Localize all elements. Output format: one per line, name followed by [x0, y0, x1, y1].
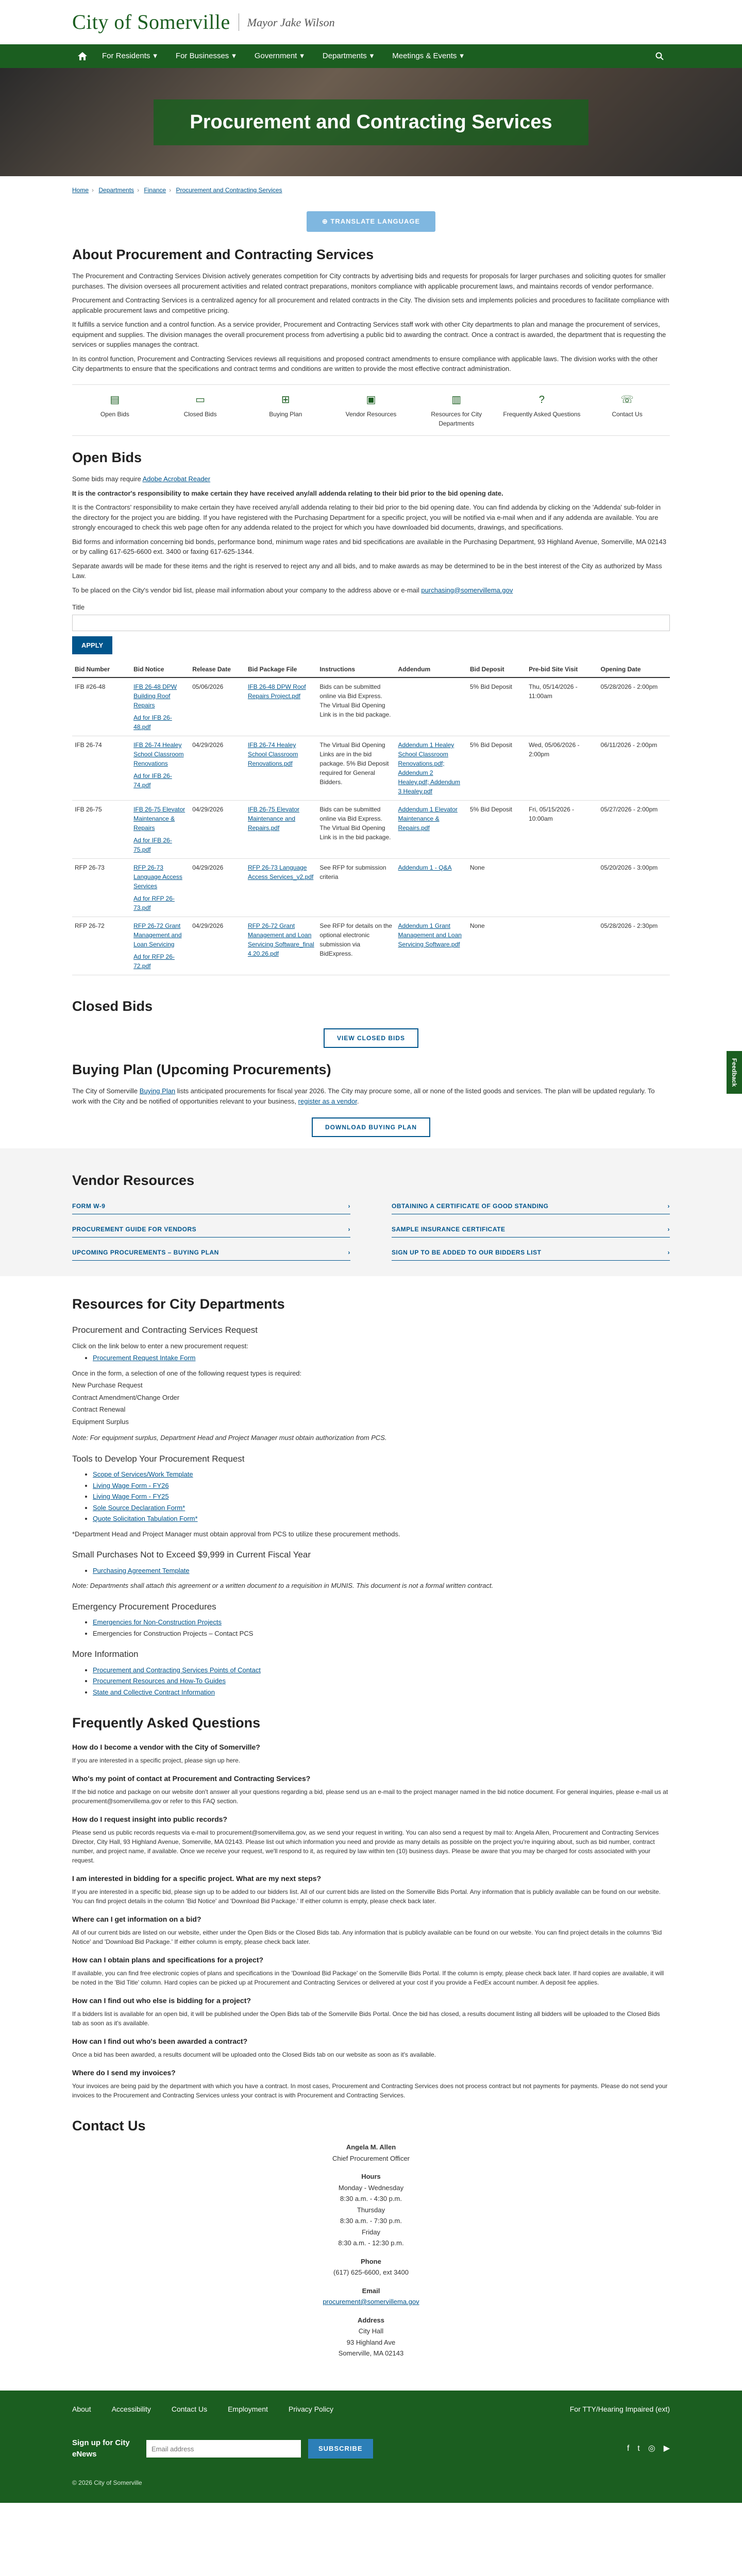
vendor-link-w9[interactable]: FORM W-9 › — [72, 1198, 350, 1214]
bid-number — [72, 736, 131, 801]
surplus-note: Note: For equipment surplus, Department Head and Project Manager must obtain authorization from PCS. — [72, 1434, 387, 1442]
bid-number — [72, 859, 131, 917]
buying-plan-heading: Buying Plan (Upcoming Procurements) — [72, 1061, 331, 1077]
city-dept-heading: Resources for City Departments — [72, 1296, 285, 1312]
instructions-text: See RFP for details on the optional electronic submission via BidExpress. — [319, 922, 392, 957]
column-header[interactable]: Release Date — [190, 662, 245, 677]
request-type: Contract Amendment/Change Order — [72, 1393, 180, 1401]
breadcrumb-departments[interactable]: Departments — [98, 187, 134, 194]
bid-ad-link[interactable]: Ad for IFB 26-74.pdf — [133, 772, 172, 789]
about-heading: About Procurement and Contracting Services — [72, 246, 374, 262]
bid-ad-link[interactable]: Ad for IFB 26-48.pdf — [133, 714, 172, 731]
bid-notice-link[interactable]: IFB 26-75 Elevator Maintenance & Repairs — [133, 806, 185, 832]
awards-paragraph: Separate awards will be made for these items and the right is reserved to reject any and all bids, and to make awards as may be determined to be in the best interest of the City as authorized by Mass Law. — [72, 562, 662, 580]
email-label: Email — [362, 2286, 380, 2295]
download-buying-plan-button[interactable]: DOWNLOAD BUYING PLAN — [312, 1117, 430, 1137]
addendum — [396, 917, 467, 975]
opening-date-text: 06/11/2026 - 2:00pm — [600, 741, 657, 749]
instructions — [317, 801, 395, 859]
globe-icon: ⊕ — [322, 217, 331, 225]
site-visit-text: Wed, 05/06/2026 - 2:00pm — [529, 741, 580, 758]
briefcase-icon: ▣ — [366, 394, 376, 405]
table-row — [72, 917, 670, 975]
instructions — [317, 917, 395, 975]
tool-link[interactable]: Sole Source Declaration Form* — [93, 1503, 185, 1512]
quicknav-contact[interactable]: ☏ Contact Us — [584, 392, 670, 428]
bid-deposit — [467, 677, 526, 736]
faq-question[interactable]: Where do I send my invoices? — [72, 2068, 176, 2077]
bid-deposit — [467, 859, 526, 917]
closed-bids-heading: Closed Bids — [72, 998, 153, 1014]
site-visit — [526, 677, 598, 736]
bid-deposit-text: 5% Bid Deposit — [469, 806, 513, 813]
about-paragraph: The Procurement and Contracting Services Division actively generates competition for City contracts by advertising bids and requests for proposals for larger purchases and soliciting quotes for smaller purchases. The division oversees all procurement activities and related contract preparations, monitors compliance with applicable procurement laws, and maintains records of vendor performance. — [72, 272, 666, 290]
view-closed-bids-button[interactable]: VIEW CLOSED BIDS — [324, 1028, 418, 1048]
bid-package-file — [245, 917, 317, 975]
release-date-text: 04/29/2026 — [192, 922, 224, 929]
bid-notice — [131, 677, 190, 736]
request-types-intro: Once in the form, a selection of one of the following request types is required: — [72, 1369, 302, 1377]
address-line: 93 Highland Ave — [346, 2338, 396, 2346]
release-date — [190, 859, 245, 917]
quicknav-open-bids[interactable]: ▤ Open Bids — [72, 392, 158, 428]
release-date-text: 04/29/2026 — [192, 864, 224, 871]
opening-date-text: 05/20/2026 - 3:00pm — [600, 864, 658, 871]
address-line: Somerville, MA 02143 — [338, 2349, 404, 2357]
release-date — [190, 736, 245, 801]
hours-label: Hours — [361, 2173, 381, 2180]
phone-label: Phone — [361, 2257, 381, 2265]
release-date — [190, 677, 245, 736]
bid-number-text: IFB 26-74 — [75, 741, 102, 749]
site-visit-text: Thu, 05/14/2026 - 11:00am — [529, 683, 578, 700]
bid-notice-link[interactable]: IFB 26-74 Healey School Classroom Renovations — [133, 741, 184, 767]
bid-package-file-link[interactable]: IFB 26-74 Healey School Classroom Renovations.pdf — [247, 741, 298, 767]
chevron-down-icon: ▾ — [300, 51, 304, 60]
table-row — [72, 677, 670, 736]
bid-package-file — [245, 736, 317, 801]
instructions — [317, 859, 395, 917]
about-paragraph: In its control function, Procurement and Contracting Services reviews all requisitions and proposed contract amendments to ensure compliance with applicable laws. The division works with the other City departments to ensure that the specifications and contract terms and conditions are written to provide the most effective contract administration. — [72, 354, 658, 372]
tools-note: *Department Head and Project Manager must obtain approval from PCS to utilize these procurement methods. — [72, 1530, 400, 1538]
addendum — [396, 736, 467, 801]
faq-answer: Please send us public records requests via e-mail to procurement@somervillema.gov, as we send your request in writing. You can also send a request by mail to: Angela Allen, Procurement and Contracting Services Director, City Hall, 93 Highland Avenue, Somerville, MA 02143. Please list out which information you need and provide as many details as possible on the project you're inquiring about, such as bid number, contract number, and project name, if available. Once we receive your request, we'll respond to it, as required by law within ten (10) business days. Please be aware that you may be charged for costs associated with your request. — [72, 1828, 659, 1864]
quicknav-city-departments[interactable]: ▥ Resources for City Departments — [414, 392, 499, 428]
column-header: Instructions — [317, 662, 395, 677]
column-header: Pre-bid Site Visit — [526, 662, 598, 677]
faq-answer: If the bid notice and package on our website don't answer all your questions regarding a bid, please send us an e-mail to the project manager named in the bid notice document. For general inquiries, please e-mail us at procurement@somervillema.gov or refer to this FAQ section. — [72, 1788, 668, 1805]
subscribe-button[interactable]: SUBSCRIBE — [308, 2439, 373, 2459]
small-purchases-note: Note: Departments shall attach this agreement or a written document to a requisition in MUNIS. This document is not a formal written contract. — [72, 1582, 494, 1589]
request-type: Contract Renewal — [72, 1405, 126, 1413]
breadcrumb-home[interactable]: Home — [72, 187, 89, 194]
tool-link[interactable]: Living Wage Form - FY25 — [93, 1493, 169, 1500]
bid-number-text: RFP 26-73 — [75, 864, 105, 871]
release-date — [190, 801, 245, 859]
hours-line: Monday - Wednesday — [338, 2183, 404, 2192]
addendum-link[interactable]: Addendum 1 Healey School Classroom Renovations.pdf; Addendum 2 Healey.pdf; Addendum 3 Healey.pdf — [398, 741, 461, 795]
vendor-resources-heading: Vendor Resources — [72, 1173, 195, 1188]
site-footer — [0, 2391, 742, 2503]
faq-answer: Your invoices are being paid by the department with which you have a contract. In most cases, Procurement and Contracting Services does not process contract but not payments for payments. Please do not send your invoices to the Procurement and Contracting Services unless your contract is with Procurement and Contracting Services. — [72, 2082, 668, 2099]
vendor-resources-section — [0, 1148, 742, 1276]
bid-notice-link[interactable]: IFB 26-48 DPW Building Roof Repairs — [133, 683, 177, 709]
footer-tty[interactable]: For TTY/Hearing Impaired (ext) — [569, 2404, 670, 2413]
site-visit — [526, 736, 598, 801]
home-icon[interactable] — [72, 44, 93, 68]
instructions — [317, 736, 395, 801]
release-date-text: 05/06/2026 — [192, 683, 224, 690]
emergency-item: • Emergencies for Construction Projects – Contact PCS — [93, 1629, 670, 1639]
bid-ad-link[interactable]: Ad for RFP 26-73.pdf — [133, 895, 175, 911]
acrobat-note: Some bids may require Adobe Acrobat Reader — [72, 475, 211, 483]
tool-link[interactable]: Quote Solicitation Tabulation Form* — [93, 1515, 198, 1522]
bid-package-file-link[interactable]: RFP 26-73 Language Access Services_v2.pdf — [247, 864, 314, 880]
intake-form-link[interactable]: Procurement Request Intake Form — [93, 1354, 196, 1362]
instructions-text: Bids can be submitted online via Bid Express. The Virtual Bid Opening Link is in the bid package. — [319, 683, 391, 718]
opening-date — [598, 859, 670, 917]
bid-package-file — [245, 677, 317, 736]
chevron-down-icon: ▾ — [153, 51, 157, 60]
buying-plan-paragraph: The City of Somerville Buying Plan lists anticipated procurements for fiscal year 2026. The City may procure some, all or none of the listed goods and services. The plan will be updated regularly. To work with the City and be notified of opportunities relevant to your business, register as a vendor. — [72, 1087, 655, 1105]
more-info-link[interactable]: Procurement and Contracting Services Points of Contact — [93, 1666, 261, 1674]
column-header[interactable]: Bid Number — [72, 662, 131, 677]
building-icon: ▥ — [451, 394, 462, 405]
more-info-link[interactable]: Procurement Resources and How-To Guides — [93, 1677, 226, 1685]
mayor-name: Mayor Jake Wilson — [247, 15, 335, 29]
search-icon[interactable] — [649, 52, 670, 60]
bid-deposit — [467, 736, 526, 801]
instructions-text: The Virtual Bid Opening Links are in the bid package. 5% Bid Deposit required for General Bidders. — [319, 741, 389, 786]
bid-number — [72, 801, 131, 859]
quick-nav — [72, 384, 670, 436]
nav-for-residents[interactable]: For Residents ▾ — [93, 44, 166, 68]
bid-package-file-link[interactable]: IFB 26-48 DPW Roof Repairs Project.pdf — [247, 683, 306, 700]
bid-notice-link[interactable]: RFP 26-73 Language Access Services — [133, 864, 182, 890]
question-icon: ? — [538, 394, 545, 405]
tool-link[interactable]: Living Wage Form - FY26 — [93, 1481, 169, 1489]
twitter-icon[interactable]: t — [637, 2444, 640, 2453]
faq-question[interactable]: Where can I get information on a bid? — [72, 1914, 201, 1923]
contact-name: Angela M. Allen — [346, 2143, 396, 2151]
opening-date — [598, 677, 670, 736]
emergency-link[interactable]: Emergencies for Non-Construction Projects — [93, 1618, 222, 1626]
bid-notice-link[interactable]: RFP 26-72 Grant Management and Loan Servicing — [133, 922, 182, 948]
contact-heading: Contact Us — [72, 2117, 146, 2133]
hours-line: Thursday — [357, 2206, 385, 2214]
about-paragraph: It fulfills a service function and a control function. As a service provider, Procurement and Contracting Services staff work with other City departments to plan and manage the procurement of services, equipment and supplies. The division manages the overall procurement process from advertising a public bid to awarding the contract. Once a contract is awarded, the department that is requesting the services or supplies manages the contract. — [72, 320, 666, 348]
faq-question[interactable]: How do I request insight into public records? — [72, 1815, 228, 1823]
vendor-link-bidders-list[interactable]: SIGN UP TO BE ADDED TO OUR BIDDERS LIST › — [392, 1245, 670, 1261]
about-paragraph: Procurement and Contracting Services is a centralized agency for all procurement and related contracts in the City. The division sets and implements policies and procedures to facilitate compliance with applicable procurement laws and competitive pricing. — [72, 296, 669, 314]
instructions-text: Bids can be submitted online via Bid Express. The Virtual Bid Opening Link is in the bid package. — [319, 806, 391, 841]
addendum-link[interactable]: Addendum 1 Grant Management and Loan Servicing Software.pdf — [398, 922, 462, 948]
title-filter-input[interactable] — [72, 615, 670, 631]
bid-deposit-text: 5% Bid Deposit — [469, 741, 513, 749]
addenda-warning: It is the contractor's responsibility to make certain they have received any/all addenda relating to their bid prior to the bid opening date. — [72, 489, 503, 497]
address-label: Address — [357, 2316, 385, 2324]
footer-link-accessibility[interactable]: Accessibility — [111, 2404, 151, 2413]
arrow-right-icon: › — [348, 1248, 350, 1256]
nav-for-businesses[interactable]: For Businesses ▾ — [166, 44, 245, 68]
table-row — [72, 859, 670, 917]
footer-link-about[interactable]: About — [72, 2404, 91, 2413]
addenda-paragraph: It is the Contractors' responsibility to make certain they have received any/all addenda relating to their bid prior to the bid opening date. You can find addenda by clicking on the 'Addenda' sub-folder in the directory for the project you are bidding. If you have registered with the Purchasing Department for a specific project, you will be notified via e-mail when and if any addenda are available. You are strongly encouraged to check this web page often for any addenda related to the project for which you have downloaded bid documents, drawings, and specifications. — [72, 503, 661, 531]
quicknav-closed-bids[interactable]: ▭ Closed Bids — [158, 392, 243, 428]
bid-number-text: IFB #26-48 — [75, 683, 106, 690]
opening-date — [598, 917, 670, 975]
faq-answer: If you are interested in a specific bid, please sign up to be added to our bidders list. All of our current bids are listed on the Somerville Bids Portal. Any information that is publicly available can be found on our website. You can find project details in the column 'Bid Notice' and 'Download Bid Package.' If either column is empty, please check back later. — [72, 1888, 661, 1905]
quicknav-buying-plan[interactable]: ⊞ Buying Plan — [243, 392, 328, 428]
faq-question[interactable]: Who's my point of contact at Procurement and Contracting Services? — [72, 1774, 311, 1783]
site-header — [72, 0, 670, 44]
bid-notice — [131, 801, 190, 859]
bid-deposit — [467, 917, 526, 975]
table-row — [72, 801, 670, 859]
bid-forms-paragraph: Bid forms and information concerning bid bonds, performance bond, minimum wage rates and bid specifications are available in the Purchasing Department, 93 Highland Avenue, Somerville, MA 02143 or by calling 617-625-6600 ext. 3400 or faxing 617-625-1344. — [72, 537, 667, 555]
bid-package-file — [245, 859, 317, 917]
release-date — [190, 917, 245, 975]
opening-date — [598, 736, 670, 801]
chevron-down-icon: ▾ — [232, 51, 236, 60]
feedback-tab[interactable]: Feedback — [727, 1051, 742, 1094]
nav-meetings-events[interactable]: Meetings & Events ▾ — [383, 44, 473, 68]
bid-number — [72, 677, 131, 736]
bid-notice — [131, 859, 190, 917]
cart-icon: ⊞ — [281, 394, 290, 405]
instructions-text: See RFP for submission criteria — [319, 864, 386, 880]
site-visit-text: Fri, 05/15/2026 - 10:00am — [529, 806, 575, 822]
register-vendor-link[interactable]: register as a vendor — [298, 1097, 357, 1105]
site-visit — [526, 801, 598, 859]
addendum-link[interactable]: Addendum 1 - Q&A — [398, 864, 452, 871]
tool-link[interactable]: Scope of Services/Work Template — [93, 1470, 193, 1478]
table-row — [72, 736, 670, 801]
bid-number — [72, 917, 131, 975]
request-subheading: Procurement and Contracting Services Request — [72, 1325, 258, 1335]
page-title: Procurement and Contracting Services — [154, 99, 588, 145]
hours-line: Friday — [361, 2228, 381, 2236]
translate-button[interactable]: ⊕ TRANSLATE LANGUAGE — [307, 211, 435, 232]
acrobat-link[interactable]: Adobe Acrobat Reader — [142, 475, 211, 483]
faq-answer: If you are interested in a specific project, please sign up here. — [72, 1756, 241, 1764]
column-header: Bid Deposit — [467, 662, 526, 677]
emergency-subheading: Emergency Procurement Procedures — [72, 1601, 216, 1612]
chevron-down-icon: ▾ — [460, 51, 464, 60]
contact-role: Chief Procurement Officer — [332, 2154, 410, 2162]
more-info-subheading: More Information — [72, 1649, 139, 1659]
document-icon: ▤ — [110, 394, 120, 405]
faq-answer: If available, you can find free electronic copies of plans and specifications in the 'Download Bid Package' on the Somerville Bids Portal. If the column is empty, please check back later. If hard copies are available, it will be noted in the 'Bid Title' column. Hard copies can be picked up at Procurement and Contracting Services or delivered at your cost if you provide a FedEx account number. A deposit fee applies. — [72, 1969, 664, 1986]
faq-heading: Frequently Asked Questions — [72, 1715, 261, 1731]
apply-button[interactable]: APPLY — [72, 636, 112, 655]
enews-label: Sign up for City eNews — [72, 2438, 130, 2459]
hours-line: 8:30 a.m. - 4:30 p.m. — [340, 2195, 402, 2202]
youtube-icon[interactable]: ▶ — [663, 2444, 670, 2453]
facebook-icon[interactable]: f — [627, 2444, 630, 2453]
vendor-link-guide[interactable]: PROCUREMENT GUIDE FOR VENDORS › — [72, 1222, 350, 1238]
faq-question[interactable]: How can I find out who else is bidding for a project? — [72, 1996, 251, 2005]
bid-deposit-text: 5% Bid Deposit — [469, 683, 513, 690]
request-intro: Click on the link below to enter a new procurement request: — [72, 1342, 248, 1350]
request-type: Equipment Surplus — [72, 1417, 129, 1426]
faq-question[interactable]: I am interested in bidding for a specific project. What are my next steps? — [72, 1874, 322, 1883]
site-visit — [526, 917, 598, 975]
purchasing-email-link[interactable]: purchasing@somervillema.gov — [421, 586, 513, 594]
bid-ad-link[interactable]: Ad for IFB 26-75.pdf — [133, 837, 172, 853]
quicknav-vendor-resources[interactable]: ▣ Vendor Resources — [328, 392, 414, 428]
purchasing-agreement-link[interactable]: Purchasing Agreement Template — [93, 1566, 190, 1574]
copyright: © 2026 City of Somerville — [72, 2479, 142, 2486]
instagram-icon[interactable]: ◎ — [648, 2444, 655, 2453]
arrow-right-icon: › — [348, 1202, 350, 1210]
vendor-link-good-standing[interactable]: OBTAINING A CERTIFICATE OF GOOD STANDING › — [392, 1198, 670, 1214]
enews-email-input[interactable] — [146, 2440, 301, 2458]
bid-ad-link[interactable]: Ad for RFP 26-72.pdf — [133, 953, 175, 970]
more-info-link[interactable]: State and Collective Contract Information — [93, 1688, 215, 1696]
opening-date — [598, 801, 670, 859]
bid-notice — [131, 917, 190, 975]
addendum — [396, 801, 467, 859]
release-date-text: 04/29/2026 — [192, 806, 224, 813]
addendum-link[interactable]: Addendum 1 Elevator Maintenance & Repairs.pdf — [398, 806, 458, 832]
faq-answer: Once a bid has been awarded, a results document will be uploaded onto the Closed Bids tab on our website as soon as it's available. — [72, 2050, 436, 2058]
site-logo[interactable]: City of Somerville — [72, 10, 230, 33]
vendor-link-buying-plan[interactable]: UPCOMING PROCUREMENTS – BUYING PLAN › — [72, 1245, 350, 1261]
main-nav — [0, 44, 742, 68]
contact-phone[interactable]: (617) 625-6600, ext 3400 — [333, 2268, 409, 2276]
faq-answer: All of our current bids are listed on our website, either under the Open Bids or the Closed Bids tab. Any information that is publicly available can be found on our website. You can find project details in the columns 'Bid Notice' and 'Download Bid Package.' If either column is empty, please check back later. — [72, 1928, 662, 1945]
breadcrumb: Home › Departments › Finance › Procurement and Contracting Services — [72, 187, 282, 194]
bid-number-text: IFB 26-75 — [75, 806, 102, 813]
open-bids-table — [72, 662, 670, 975]
bid-number-text: RFP 26-72 — [75, 922, 105, 929]
column-header: Bid Package File — [245, 662, 317, 677]
column-header[interactable]: Opening Date — [598, 662, 670, 677]
arrow-right-icon: › — [348, 1225, 350, 1233]
hero-banner — [0, 68, 742, 176]
contact-card — [72, 2142, 670, 2359]
column-header: Addendum — [396, 662, 467, 677]
opening-date-text: 05/28/2026 - 2:30pm — [600, 922, 658, 929]
folder-icon: ▭ — [195, 394, 206, 405]
arrow-right-icon: › — [667, 1202, 670, 1210]
opening-date-text: 05/27/2026 - 2:00pm — [600, 806, 658, 813]
bid-package-file-link[interactable]: RFP 26-72 Grant Management and Loan Servicing Software_final 4.20.26.pdf — [247, 922, 314, 957]
tools-subheading: Tools to Develop Your Procurement Request — [72, 1453, 245, 1464]
breadcrumb-current[interactable]: Procurement and Contracting Services — [176, 187, 282, 194]
bid-deposit-text: None — [469, 922, 485, 929]
faq-question[interactable]: How can I obtain plans and specifications for a project? — [72, 1955, 264, 1964]
faq-question[interactable]: How do I become a vendor with the City of Somerville? — [72, 1742, 260, 1751]
title-filter-label: Title — [72, 603, 85, 611]
request-type: New Purchase Request — [72, 1381, 143, 1389]
bid-package-file — [245, 801, 317, 859]
footer-link-employment[interactable]: Employment — [228, 2404, 268, 2413]
phone-icon: ☏ — [620, 394, 634, 405]
addendum — [396, 677, 467, 736]
breadcrumb-finance[interactable]: Finance — [144, 187, 166, 194]
nav-government[interactable]: Government ▾ — [245, 44, 313, 68]
open-bids-heading: Open Bids — [72, 449, 142, 465]
hours-line: 8:30 a.m. - 12:30 p.m. — [338, 2239, 404, 2247]
release-date-text: 04/29/2026 — [192, 741, 224, 749]
arrow-right-icon: › — [667, 1225, 670, 1233]
footer-link-privacy[interactable]: Privacy Policy — [288, 2404, 334, 2413]
instructions — [317, 677, 395, 736]
buying-plan-link[interactable]: Buying Plan — [139, 1087, 176, 1095]
faq-question[interactable]: How can I find out who's been awarded a contract? — [72, 2037, 248, 2045]
addendum — [396, 859, 467, 917]
hours-line: 8:30 a.m. - 7:30 p.m. — [340, 2217, 402, 2225]
small-purchases-subheading: Small Purchases Not to Exceed $9,999 in Current Fiscal Year — [72, 1550, 311, 1560]
site-visit — [526, 859, 598, 917]
column-header: Bid Notice — [131, 662, 190, 677]
vendor-list-paragraph: To be placed on the City's vendor bid list, please mail information about your company to the address above or e-mail purchasing@somervillema.gov — [72, 586, 513, 594]
nav-departments[interactable]: Departments ▾ — [313, 44, 383, 68]
contact-email[interactable]: procurement@somervillema.gov — [323, 2298, 419, 2306]
bid-package-file-link[interactable]: IFB 26-75 Elevator Maintenance and Repairs.pdf — [247, 806, 299, 832]
footer-link-contact[interactable]: Contact Us — [171, 2404, 208, 2413]
bid-deposit — [467, 801, 526, 859]
bid-deposit-text: None — [469, 864, 485, 871]
faq-list — [72, 1742, 670, 2100]
chevron-down-icon: ▾ — [369, 51, 374, 60]
bid-notice — [131, 736, 190, 801]
opening-date-text: 05/28/2026 - 2:00pm — [600, 683, 658, 690]
address-line: City Hall — [358, 2327, 384, 2335]
vendor-link-insurance[interactable]: SAMPLE INSURANCE CERTIFICATE › — [392, 1222, 670, 1238]
quicknav-faq[interactable]: ? Frequently Asked Questions — [499, 392, 585, 428]
faq-answer: If a bidders list is available for an open bid, it will be published under the Open Bids tab of the Somerville Bids Portal. Once the bid has closed, a results document listing all bidders will be uploaded to the Closed Bids tab as soon as it's available. — [72, 2010, 660, 2027]
arrow-right-icon: › — [667, 1248, 670, 1256]
